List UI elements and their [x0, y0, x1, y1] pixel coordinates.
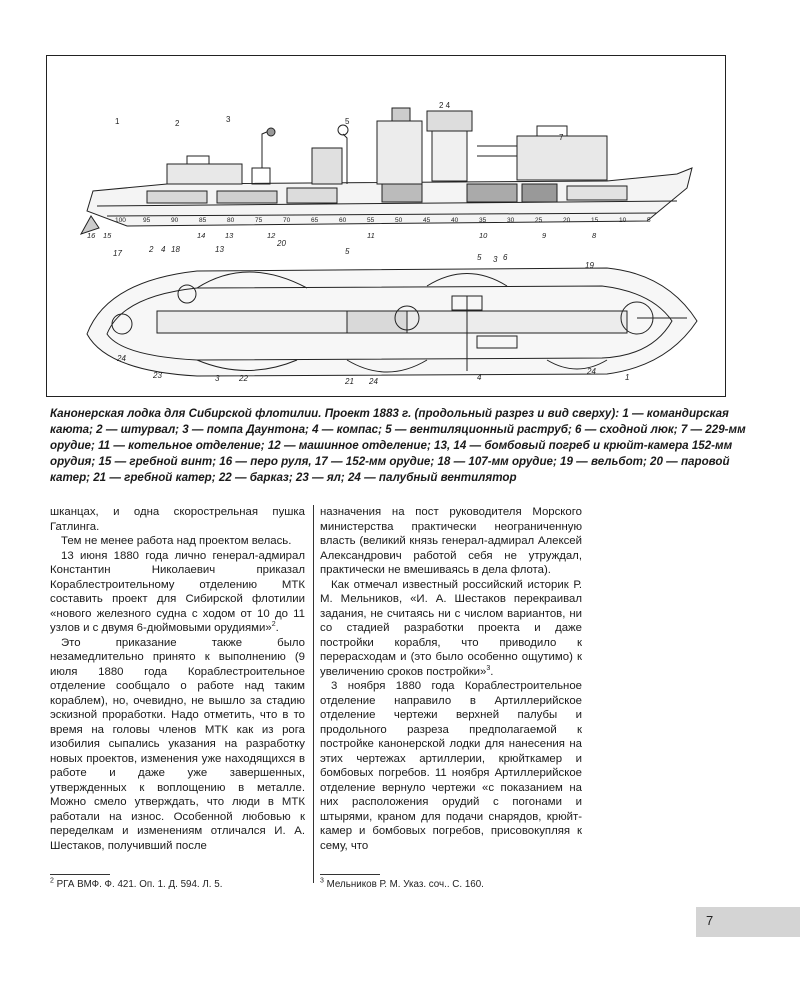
frame-number: 90 — [171, 217, 179, 224]
side-reference-number: 8 — [592, 231, 597, 240]
side-reference-number: 16 — [87, 231, 96, 240]
frame-number: 5 — [647, 217, 651, 224]
side-reference-number: 10 — [479, 231, 488, 240]
plan-label-21: 21 — [345, 377, 354, 386]
frame-number: 100 — [115, 217, 126, 224]
frame-number: 35 — [479, 217, 487, 224]
paragraph: Это приказание также было незамедлительно принято к выполнению (9 июля 1880 года Кораблестроительное отделение сообщало о работе над таким кораблем), но, очевидно, не вышло за стадию эскизной проработки. Надо отметить, что в то время на головы членов МТК как из рога изобилия сыпались указания на разработку новых проектов, изменения уже находящихся в работе и даже уже завершенных, утвержденных к воплощению в металле. Можно смело утверждать, что люди в МТК работали на износ. Особенной любовью к переделкам и изменениям отличался И. А. Шестаков, получивший после — [50, 636, 305, 852]
plan-label-24b: 24 — [369, 377, 378, 386]
column-divider — [313, 505, 314, 883]
side-label-3: 3 — [226, 115, 231, 124]
frame-number: 15 — [591, 217, 599, 224]
frame-number: 40 — [451, 217, 459, 224]
frame-number: 65 — [311, 217, 319, 224]
paragraph — [320, 578, 582, 680]
paragraph-text: Как отмечал известный российский историк Р. М. Мельников, «И. А. Шестаков перекраивал задания, не считаясь ни с числом вариантов, ни со стадией разработки проекта и даже постройки корабля, что приводило к перерасходам и (это было особенно ощутимо) к увеличению сроков постройки» — [320, 578, 582, 678]
footnote-number: 2 — [50, 877, 54, 885]
side-reference-number: 14 — [197, 231, 206, 240]
side-label-1: 1 — [115, 117, 120, 126]
footnote-ref: 3 — [486, 664, 491, 672]
plan-label-23: 23 — [153, 371, 162, 380]
frame-number: 30 — [507, 217, 515, 224]
paragraph: назначения на пост руководителя Морского министерства практически неограниченную власть (великий князь генерал-адмирал Алексей Александрович работой себя не утруждал, практически не вмешиваясь в дела флота). — [320, 506, 582, 576]
side-elevation — [81, 108, 692, 234]
plan-label-6: 6 — [503, 253, 508, 262]
gunboat-drawing-figure — [46, 55, 726, 397]
frame-number: 50 — [395, 217, 403, 224]
frame-number: 60 — [339, 217, 347, 224]
plan-view — [87, 268, 697, 376]
paragraph-text: 13 июня 1880 года лично генерал-адмирал Константин Николаевич приказал Кораблестроительному отделению МТК составить проект для Сибирской флотилии «нового железного судна с ходом от 10 до 11 узлов и с двумя 6-дюймовыми орудиями» — [50, 549, 305, 634]
plan-label-1: 1 — [625, 373, 630, 382]
frame-number: 75 — [255, 217, 263, 224]
paragraph: шканцах, и одна скорострельная пушка Гатлинга. — [50, 506, 305, 533]
footnote-text: РГА ВМФ. Ф. 421. Оп. 1. Д. 594. Л. 5. — [56, 879, 223, 890]
text-column-left — [50, 505, 305, 853]
paragraph — [50, 549, 305, 636]
plan-label-2: 2 — [149, 245, 154, 254]
frame-number: 10 — [619, 217, 627, 224]
plan-label-24c: 24 — [587, 367, 596, 376]
figure-caption: Канонерская лодка для Сибирской флотилии. Проект 1883 г. (продольный разрез и вид сверху): 1 — командирская каюта; 2 — штурвал; 3 — помпа Даунтона; 4 — компас; 5 — вентиляционный раструб; 6 — сходной люк; 7 — 229-мм орудие; 11 — котельное отделение; 12 — машинное отделение; 13, 14 — бомбовый погреб и крюйт-камера 152-мм орудия; 15 — гребной винт; 16 — перо руля, 17 — 152-мм орудие; 18 — 107-мм орудие; 19 — вельбот; 20 — паровой катер; 21 — гребной катер; 22 — барказ; 23 — ял; 24 — палубный вентилятор — [50, 407, 746, 484]
plan-label-17: 17 — [113, 249, 122, 258]
side-reference-number: 15 — [103, 231, 112, 240]
gunboat-drawing — [47, 56, 727, 398]
plan-label-22: 22 — [239, 374, 248, 383]
frame-number: 45 — [423, 217, 431, 224]
side-reference-numbers — [87, 231, 597, 240]
plan-label-3b: 3 — [215, 374, 220, 383]
page-number: 7 — [706, 913, 714, 928]
footnote-number: 3 — [320, 877, 324, 885]
footnote-left — [50, 879, 222, 890]
paragraph: Тем не менее работа над проектом велась. — [61, 535, 292, 547]
frame-number: 85 — [199, 217, 207, 224]
side-label-2: 2 — [175, 119, 180, 128]
side-reference-number: 12 — [267, 231, 276, 240]
plan-label-4b: 4 — [477, 373, 482, 382]
frame-number: 20 — [563, 217, 571, 224]
side-label-2-4: 2 4 — [439, 101, 451, 110]
side-reference-number: 13 — [225, 231, 234, 240]
side-label-7: 7 — [559, 133, 564, 142]
plan-label-4: 4 — [161, 245, 166, 254]
footnote-rule-right — [320, 874, 380, 875]
footnote-ref: 2 — [271, 621, 276, 629]
plan-label-19: 19 — [585, 261, 594, 270]
plan-label-18: 18 — [171, 245, 180, 254]
paragraph-end: . — [275, 622, 279, 634]
side-elevation-labels — [115, 101, 564, 142]
side-reference-number: 11 — [367, 231, 375, 240]
frame-number: 80 — [227, 217, 235, 224]
plan-label-5b: 5 — [477, 253, 482, 262]
frame-number: 95 — [143, 217, 151, 224]
plan-label-5a: 5 — [345, 247, 350, 256]
text-column-right — [320, 505, 582, 853]
footnote-text: Мельников Р. М. Указ. соч.. С. 160. — [326, 879, 484, 890]
paragraph: 3 ноября 1880 года Кораблестроительное отделение направило в Артиллерийское отделение чертежи верхней палубы и продольного разреза предполагаемой к постройке канонерской лодки для нанесения на этих чертежах артиллерии, крюйткамер и бомбовых погребов. 11 ноября Артиллерийское отделение вернуло чертежи «с показанием на них расположения орудий с погонами и штырями, краном для подачи снарядов, крюйт-камер и бомбовых погребов, присовокупляя к сему, что — [320, 680, 582, 852]
side-label-5: 5 — [345, 117, 350, 126]
frame-number: 55 — [367, 217, 375, 224]
plan-label-24a: 24 — [117, 354, 126, 363]
paragraph-end: . — [490, 665, 494, 678]
frame-number: 25 — [535, 217, 543, 224]
side-reference-number: 9 — [542, 231, 547, 240]
plan-label-3: 3 — [493, 255, 498, 264]
frame-number: 70 — [283, 217, 291, 224]
plan-label-13: 13 — [215, 245, 224, 254]
plan-label-20: 20 — [277, 239, 286, 248]
footnote-rule-left — [50, 874, 110, 875]
footnote-right — [320, 879, 484, 890]
